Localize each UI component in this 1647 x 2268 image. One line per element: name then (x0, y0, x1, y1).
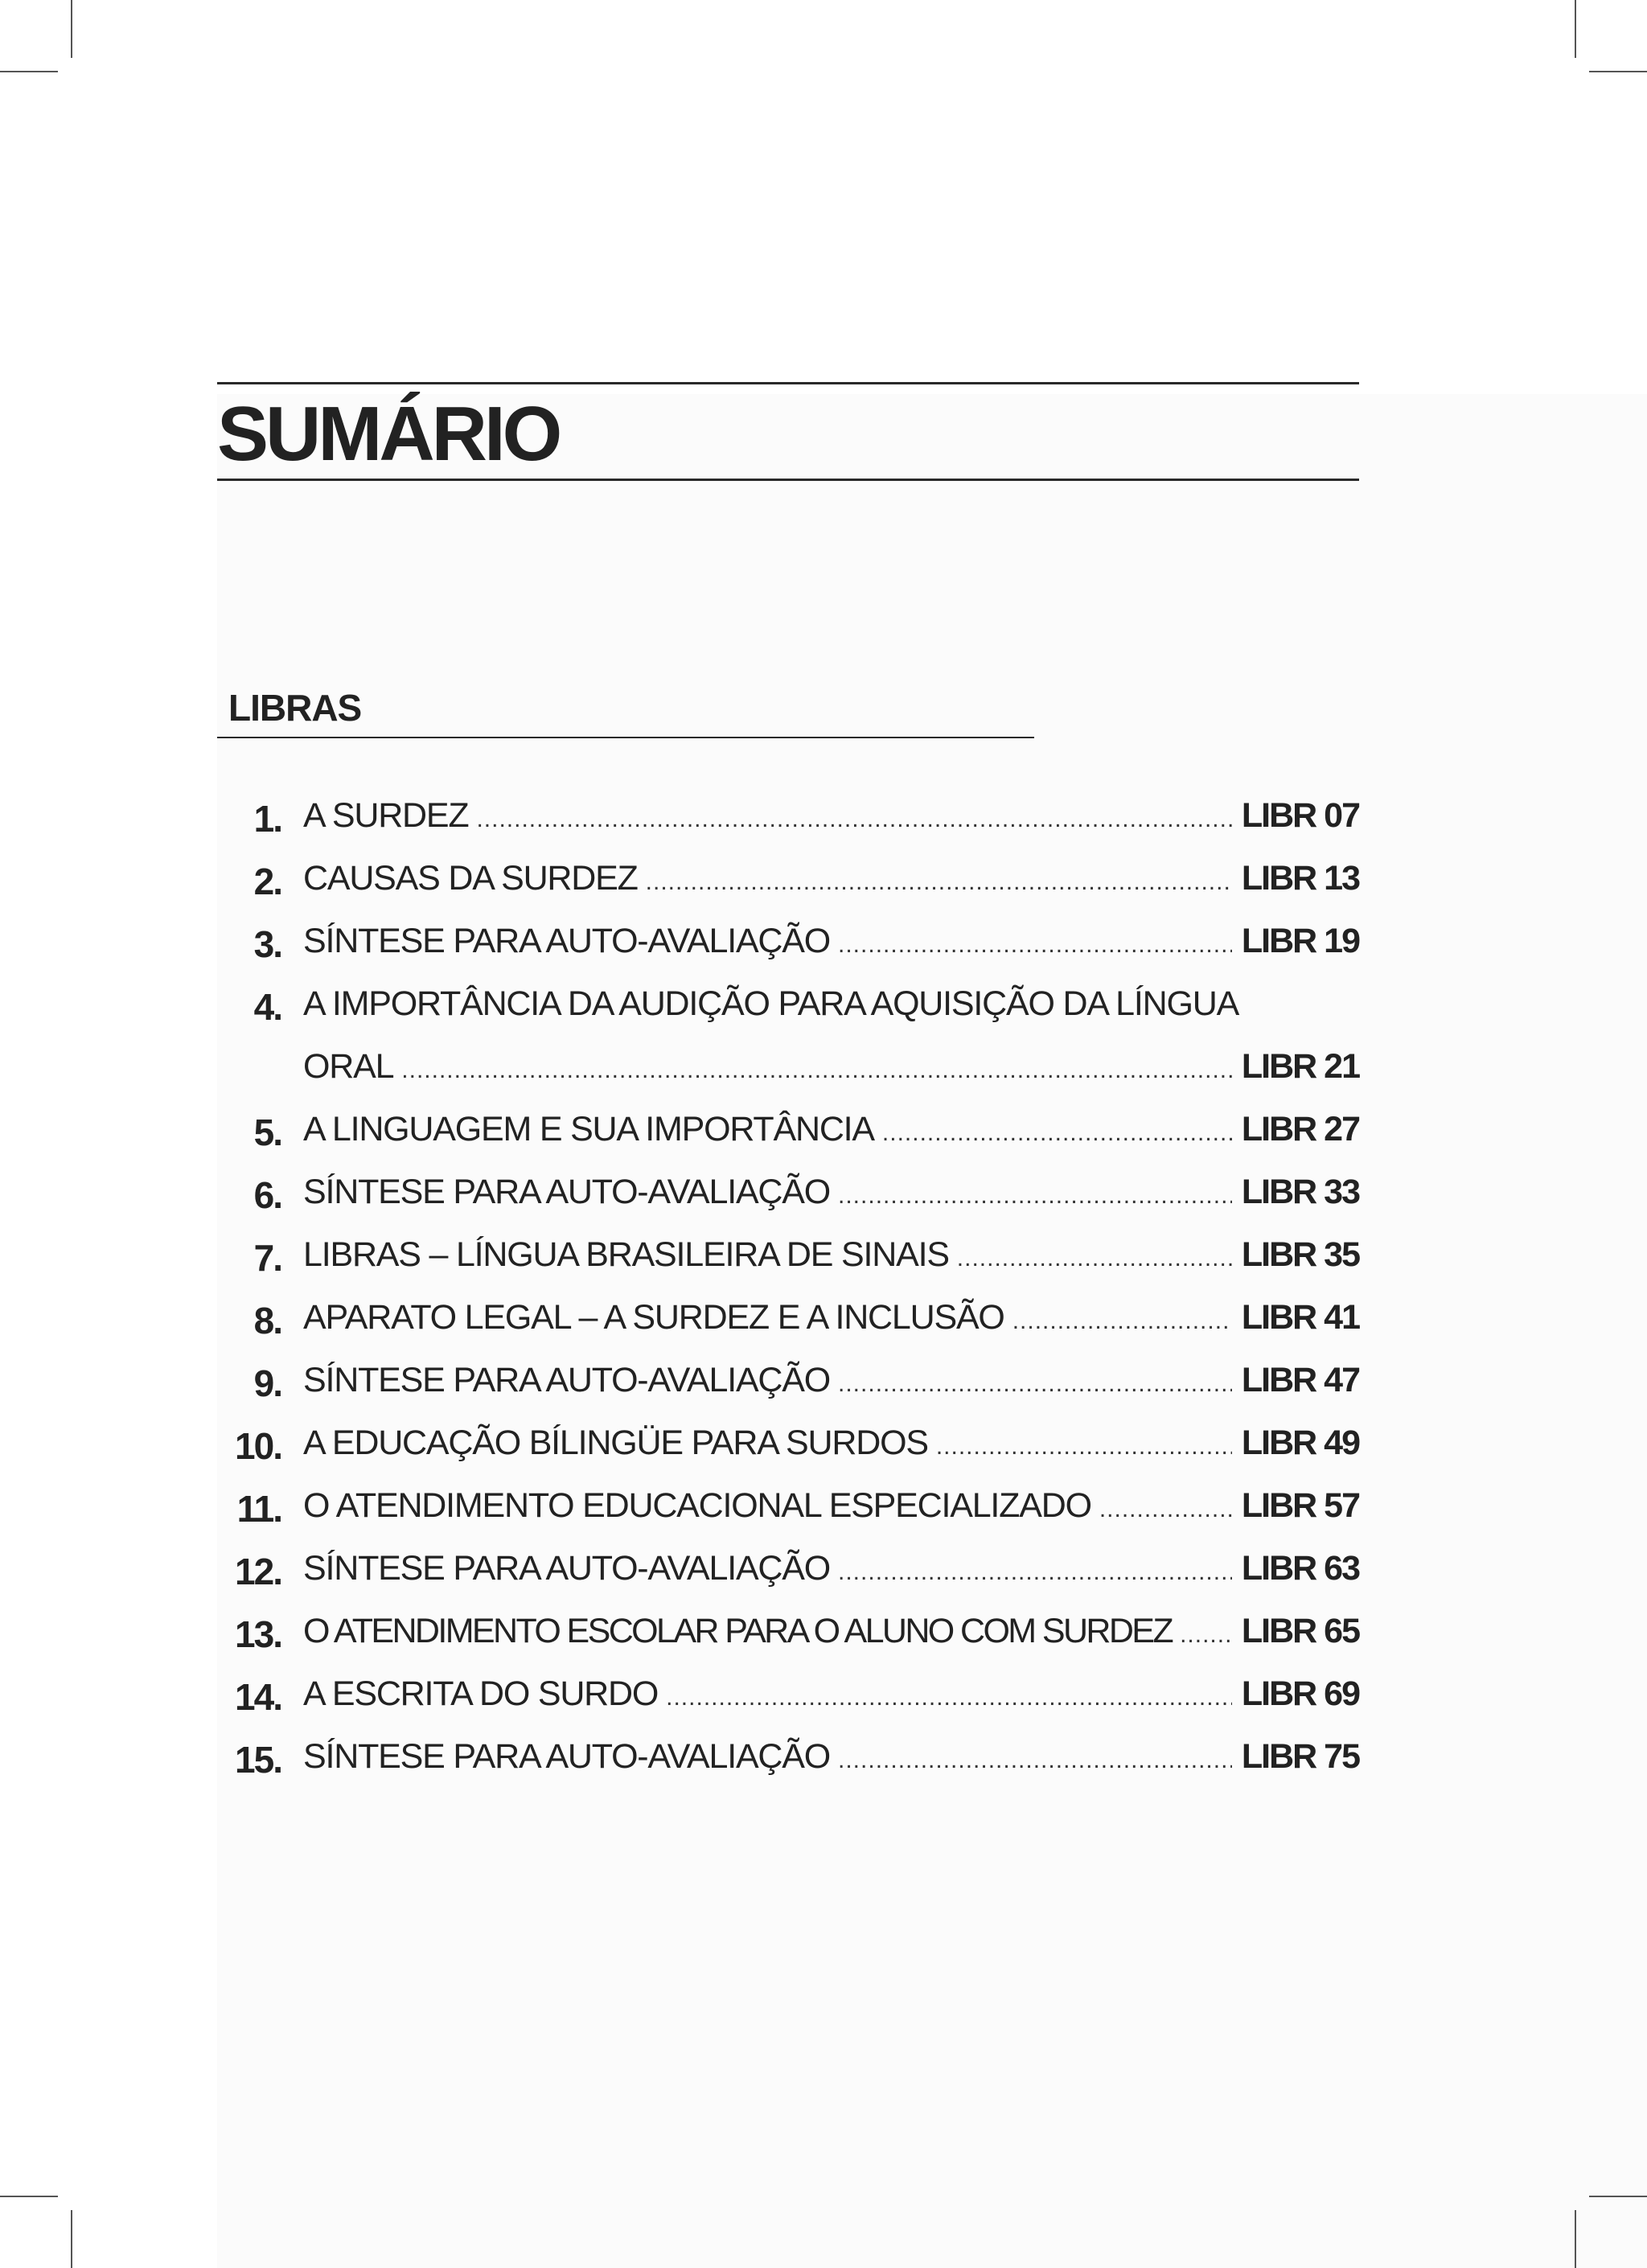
entry-page: LIBR 65 (1241, 1612, 1359, 1650)
toc-entry[interactable] (217, 1166, 1359, 1229)
entry-number: 7. (253, 1237, 281, 1279)
dot-leader (1099, 1487, 1232, 1532)
dot-leader (646, 860, 1232, 905)
toc-entry[interactable] (217, 1354, 1359, 1417)
entry-page: LIBR 69 (1241, 1674, 1359, 1713)
entry-number: 8. (253, 1300, 281, 1341)
dot-leader (838, 922, 1232, 968)
crop-mark-bottom-left-v (71, 2210, 72, 2268)
entry-page: LIBR 19 (1241, 922, 1359, 960)
entry-title: LIBRAS – LÍNGUA BRASILEIRA DE SINAIS (303, 1235, 949, 1274)
entry-page: LIBR 07 (1241, 796, 1359, 835)
entry-title: SÍNTESE PARA AUTO-AVALIAÇÃO (303, 1549, 831, 1588)
entry-title: A SURDEZ (303, 796, 469, 835)
entry-page: LIBR 57 (1241, 1486, 1359, 1525)
entry-page: LIBR 47 (1241, 1361, 1359, 1399)
entry-number: 1. (253, 798, 281, 840)
dot-leader (838, 1362, 1232, 1407)
dot-leader (838, 1173, 1232, 1218)
section-heading: LIBRAS (228, 687, 362, 729)
entry-line (303, 1609, 1359, 1654)
entry-number: 6. (253, 1174, 281, 1216)
entry-line (303, 1232, 1359, 1277)
entry-title: A EDUCAÇÃO BÍLINGÜE PARA SURDOS (303, 1424, 928, 1462)
entry-title: O ATENDIMENTO ESCOLAR PARA O ALUNO COM SURDEZ (303, 1612, 1173, 1650)
dot-leader (401, 1048, 1232, 1093)
crop-mark-bottom-right-h (1589, 2196, 1647, 2197)
toc-entry[interactable] (217, 1480, 1359, 1543)
dot-leader (838, 1550, 1232, 1595)
entry-line (303, 1169, 1359, 1214)
entry-number: 9. (253, 1362, 281, 1404)
entry-page: LIBR 35 (1241, 1235, 1359, 1274)
toc-entry-continuation[interactable] (217, 1041, 1359, 1103)
toc-entry[interactable] (217, 853, 1359, 915)
dot-leader (1180, 1613, 1232, 1658)
toc-entry[interactable] (217, 978, 1359, 1041)
toc-entry[interactable] (217, 1417, 1359, 1480)
entry-line (303, 1483, 1359, 1528)
entry-line (303, 1671, 1359, 1716)
entry-title: A LINGUAGEM E SUA IMPORTÂNCIA (303, 1110, 874, 1148)
crop-mark-top-right-h (1589, 71, 1647, 72)
entry-number: 12. (235, 1551, 281, 1592)
entry-line (303, 856, 1359, 901)
toc-entry[interactable] (217, 1668, 1359, 1731)
toc-entry[interactable] (217, 1103, 1359, 1166)
title-rule-bottom (217, 479, 1359, 481)
dot-leader (666, 1675, 1232, 1720)
toc-entry[interactable] (217, 915, 1359, 978)
dot-leader (1012, 1299, 1232, 1344)
entry-number: 14. (235, 1676, 281, 1718)
entry-number: 13. (235, 1613, 281, 1655)
crop-mark-top-right-v (1575, 0, 1576, 58)
entry-page: LIBR 13 (1241, 859, 1359, 898)
crop-mark-bottom-right-v (1575, 2210, 1576, 2268)
entry-number: 15. (235, 1739, 281, 1781)
toc-entry[interactable] (217, 1229, 1359, 1292)
entry-number: 10. (235, 1425, 281, 1467)
entry-title: A ESCRITA DO SURDO (303, 1674, 659, 1713)
entry-number: 5. (253, 1111, 281, 1153)
entry-line (303, 1044, 1359, 1089)
toc-entry[interactable] (217, 1543, 1359, 1605)
page-title: SUMÁRIO (217, 391, 560, 477)
entry-line (303, 1107, 1359, 1152)
entry-number: 2. (253, 861, 281, 902)
entry-number: 11. (236, 1488, 281, 1530)
dot-leader (882, 1111, 1232, 1156)
entry-page: LIBR 75 (1241, 1737, 1359, 1776)
entry-line (303, 981, 1247, 1026)
crop-mark-top-left-v (71, 0, 72, 58)
table-of-contents (217, 790, 1359, 1793)
crop-mark-top-left-h (0, 71, 58, 72)
entry-title: O ATENDIMENTO EDUCACIONAL ESPECIALIZADO (303, 1486, 1091, 1525)
entry-title: SÍNTESE PARA AUTO-AVALIAÇÃO (303, 1737, 831, 1776)
dot-leader (936, 1424, 1232, 1469)
entry-page: LIBR 41 (1241, 1298, 1359, 1337)
section-rule (217, 737, 1034, 738)
entry-title: SÍNTESE PARA AUTO-AVALIAÇÃO (303, 1173, 831, 1211)
entry-title: A IMPORTÂNCIA DA AUDIÇÃO PARA AQUISIÇÃO DA LÍNGUA (303, 984, 1239, 1023)
toc-entry[interactable] (217, 790, 1359, 853)
entry-title: SÍNTESE PARA AUTO-AVALIAÇÃO (303, 1361, 831, 1399)
entry-page: LIBR 63 (1241, 1549, 1359, 1588)
entry-title: CAUSAS DA SURDEZ (303, 859, 638, 898)
entry-line (303, 1358, 1359, 1403)
toc-entry[interactable] (217, 1292, 1359, 1354)
entry-number: 3. (253, 923, 281, 965)
toc-entry[interactable] (217, 1731, 1359, 1793)
entry-page: LIBR 49 (1241, 1424, 1359, 1462)
entry-page: LIBR 27 (1241, 1110, 1359, 1148)
entry-title: SÍNTESE PARA AUTO-AVALIAÇÃO (303, 922, 831, 960)
entry-page: LIBR 33 (1241, 1173, 1359, 1211)
toc-entry[interactable] (217, 1605, 1359, 1668)
dot-leader (476, 797, 1231, 842)
title-rule-top (217, 382, 1359, 384)
entry-title: APARATO LEGAL – A SURDEZ E A INCLUSÃO (303, 1298, 1004, 1337)
entry-number: 4. (253, 986, 281, 1028)
crop-mark-bottom-left-h (0, 2196, 58, 2197)
entry-line (303, 1420, 1359, 1465)
entry-page: LIBR 21 (1241, 1047, 1359, 1086)
entry-line (303, 1295, 1359, 1340)
entry-line (303, 1546, 1359, 1591)
entry-line (303, 793, 1359, 838)
dot-leader (957, 1236, 1232, 1281)
entry-line (303, 1734, 1359, 1779)
entry-title-continued: ORAL (303, 1047, 394, 1086)
entry-line (303, 918, 1359, 963)
dot-leader (838, 1738, 1232, 1783)
